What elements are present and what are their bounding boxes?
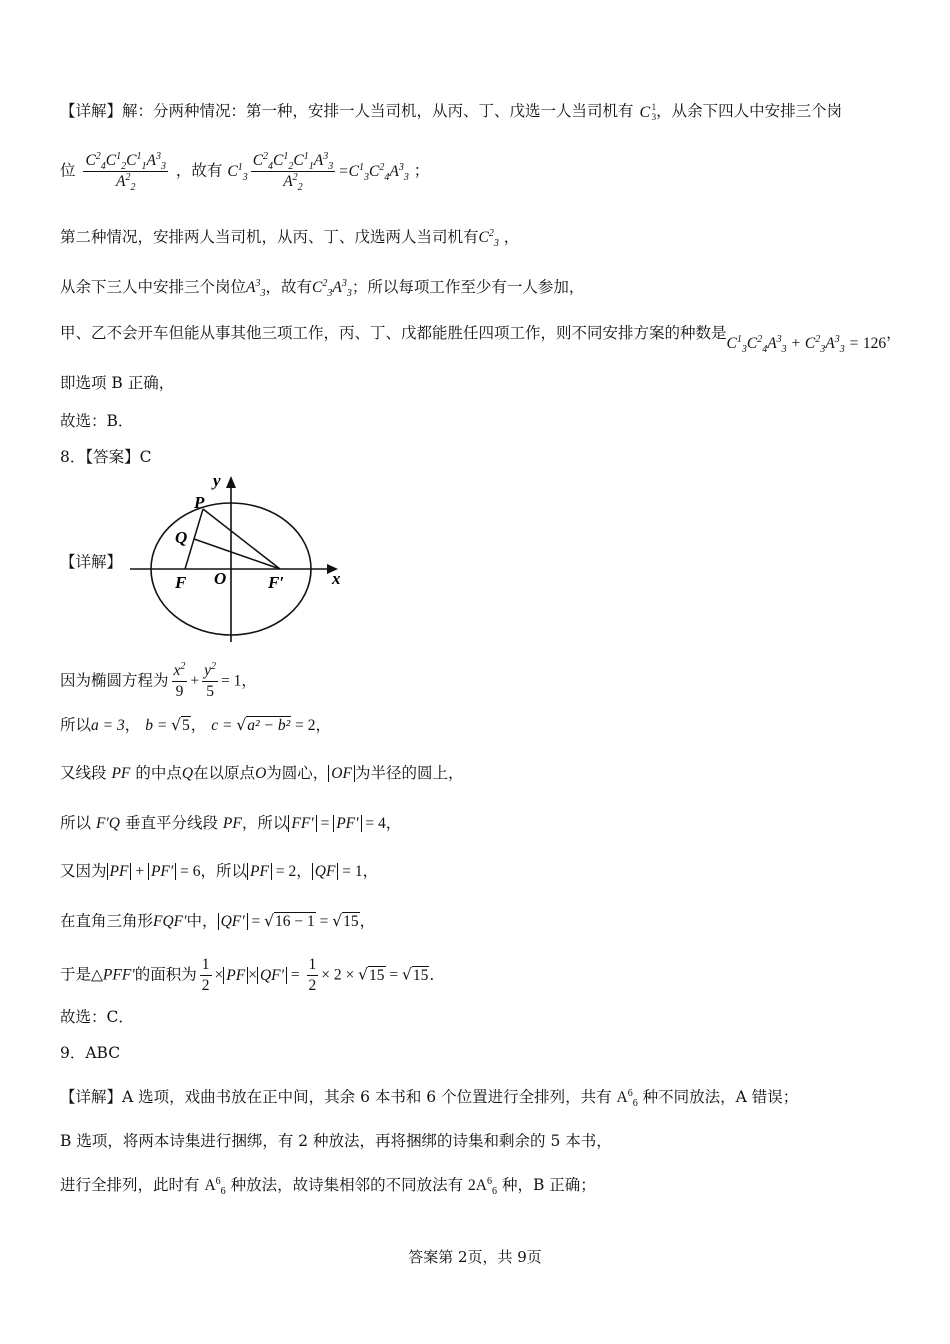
math-expr: $A^6_6$ (616, 1087, 638, 1110)
question-9-title: 9．ABC (60, 1044, 121, 1062)
text-line: 进行全排列，此时有 $A^6_6$ 种放法，故诗集相邻的不同放法有 $2A^6_6$ 种，B 正确； (60, 1175, 596, 1198)
math-expr: $2A^6_6$ (468, 1175, 497, 1198)
question-8-title: 8．【答案】C (60, 448, 152, 466)
math-fraction: $\frac{C^2_4C^1_2C^1_1A^3_3}{A^2_2}$ (85, 150, 166, 194)
text-line: 所以a = 3， b = √5， c = √a² − b² = 2， (60, 716, 332, 734)
text-line: 故选：B． (60, 412, 134, 430)
text-line: 即选项 B 正确， (60, 374, 175, 392)
label-o: O (214, 569, 227, 588)
label-q: Q (175, 528, 188, 547)
text-line: 因为椭圆方程为 $\frac{x^2}{9}$ + $\frac{y^2}{5}$ = 1， (60, 660, 257, 700)
math-fraction: $\frac{y^2}{5}$ (204, 660, 217, 700)
math-expr: $A^3_3$ (246, 277, 266, 300)
text-line: 甲、乙不会开车但能从事其他三项工作，丙、丁、戊都能胜任四项工作，则不同安排方案的种数是$C^1_3C^2_4A^3_3 + C^2_3A^3_3 = 126$， (60, 324, 902, 356)
math-fraction: $\frac{1}{2}$ (308, 956, 317, 994)
text-line: B 选项，将两本诗集进行捆绑，有 2 种放法，再将捆绑的诗集和剩余的 5 本书， (60, 1132, 612, 1150)
math-expr: $=C^1_3C^2_4A^3_3$ (338, 161, 409, 183)
text-line: 又因为 PF + PF′ = 6，所以 PF = 2， QF = 1， (60, 862, 379, 880)
math-fraction: $\frac{x^2}{9}$ (173, 660, 186, 700)
ellipse-figure (120, 472, 350, 648)
detail-tag: 【详解】 (60, 553, 123, 571)
math-expr: $C^1_3$ (227, 161, 248, 183)
text-line: 于是△PFF′的面积为 $\frac{1}{2}$ × PF × QF′ = $\frac{1}{2}$ × 2 × √15 = √15． (60, 956, 445, 994)
math-expr: $A^6_6$ (204, 1175, 226, 1198)
math-expr: $C^1_3C^2_4A^3_3 + C^2_3A^3_3$ = (726, 333, 863, 356)
detail-tag: 【详解】 (60, 102, 123, 120)
text-line: 所以 F′Q 垂直平分线段 PF，所以 FF′ = PF′ = 4， (60, 814, 402, 832)
math-fraction: $\frac{1}{2}$ (201, 956, 210, 994)
text-line: 故选：C． (60, 1008, 134, 1026)
answer-value: 126 (862, 335, 887, 352)
label-f: F (175, 573, 187, 592)
text-line: 又线段 PF 的中点Q在以原点O为圆心， OF 为半径的圆上， (60, 764, 464, 782)
math-c31: C 1 3 (639, 101, 657, 122)
text-line: 【详解】A 选项，戏曲书放在正中间，其余 6 本书和 6 个位置进行全排列，共有 $A^6_6$ 种不同放法，A 错误； (60, 1087, 799, 1110)
page-footer: 答案第 2页，共 9页 (408, 1248, 542, 1266)
label-y: y (213, 472, 221, 490)
text-line: 在直角三角形FQF′中， QF′ = √16 − 1 = √15， (60, 912, 376, 930)
segment-pfp (203, 509, 280, 569)
math-expr: $C^2_3A^3_3$ (312, 277, 352, 300)
segment-qfp (194, 539, 280, 569)
label-x: x (332, 569, 341, 588)
text-line: 【详解】解：分两种情况：第一种，安排一人当司机，从丙、丁、戊选一人当司机有 C 1 3 ，从余下四人中安排三个岗 (60, 101, 843, 122)
label-fp: F′ (268, 573, 285, 592)
text-line: 第二种情况，安排两人当司机，从丙、丁、戊选两人当司机有$C^2_3$ ， (60, 227, 520, 250)
y-axis-arrow (226, 476, 236, 488)
label-p: P (194, 493, 205, 512)
text-line: 从余下三人中安排三个岗位$A^3_3$，故有$C^2_3A^3_3$；所以每项工作至少有一人参加， (60, 277, 585, 300)
math-expr: $C^2_3$ (478, 227, 499, 250)
math-fraction: $\frac{C^2_4C^1_2C^1_1A^3_3}{A^2_2}$ (252, 150, 334, 194)
text-line: 位 $\frac{C^2_4C^1_2C^1_1A^3_3}{A^2_2}$ ，故有 $C^1_3$ $\frac{C^2_4C^1_2C^1_1A^3_3}{A^2_2}$ $=C^1_3C^2_4A^3_3$ ； (60, 150, 430, 194)
